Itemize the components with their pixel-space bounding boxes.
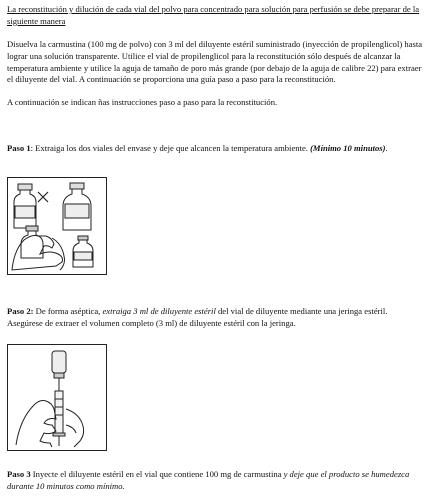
section-heading: La reconstitución y dilución de cada vial del polvo para concentrado para solución para perfusión se debe preparar de la siguiente manera — [7, 4, 420, 26]
step-2-text-b: del vial de diluyente mediante una jeringa estéril. Asegúrese de extraer el volumen completo (3 ml) de diluyente estéril con la jeringa. — [7, 306, 388, 328]
step-3-paragraph — [7, 469, 423, 492]
step-1-label: Paso 1 — [7, 143, 31, 153]
step-3-label: Paso 3 — [7, 469, 31, 479]
intro-paragraph-2: A continuación se indican ñas instrucciones paso a paso para la reconstitución. — [7, 97, 278, 108]
intro-paragraph: Disuelva la carmustina (100 mg de polvo) con 3 ml del diluyente estéril suministrado (inyección de propilenglicol) hasta lograr una solución transparente. Utilice el vial de propilenglicol para la reconstitución sólo después de alcanzar la temperatura ambiente y utilice la aguja de tamaño de poro más grande (por debajo de la aguja de calibre 22) para extraer el diluyente del vial. A continuación se proporciona una guía paso a paso para la reconstitución. — [7, 39, 423, 85]
step-1-end: . — [385, 143, 388, 153]
step-3-text: Inyecte el diluyente estéril en el vial que contiene 100 mg de carmustina — [30, 469, 284, 479]
step-2-text-a: De forma aséptica, — [33, 306, 103, 316]
step-3-emphasis: y deje que el producto se humedezca durante 10 minutos como mínimo. — [7, 469, 410, 491]
step-1-text: : Extraiga los dos viales del envase y deje que alcancen la temperatura ambiente. — [30, 143, 311, 153]
step-2-paragraph — [7, 306, 423, 329]
step-1-paragraph — [7, 143, 423, 155]
syringe-and-vial-icon — [7, 344, 107, 451]
step-1-emphasis: (Mínimo 10 minutos) — [310, 143, 386, 153]
step-2-emphasis: extraiga 3 ml de diluyente estéril — [102, 306, 216, 316]
document-page — [7, 4, 423, 120]
vials-and-hand-icon — [7, 177, 107, 275]
step-2-label: Paso 2: — [7, 306, 34, 316]
